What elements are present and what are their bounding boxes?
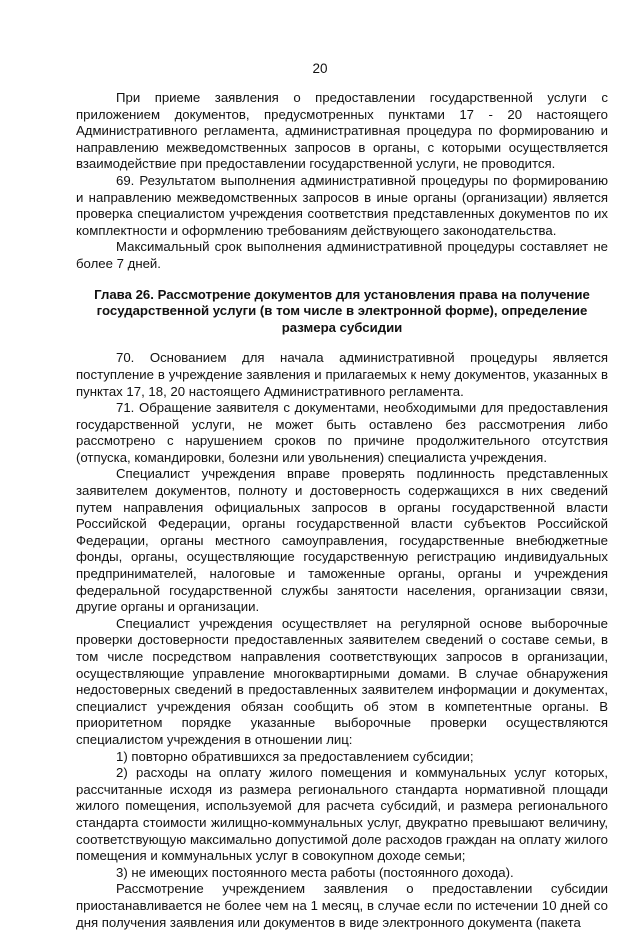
page-number: 20 (312, 61, 328, 76)
paragraph: Максимальный срок выполнения административной процедуры составляет не более 7 дней. (76, 239, 608, 271)
paragraph: 70. Основанием для начала административной процедуры является поступление в учреждение заявления и прилагаемых к нему документов, указанных в пунктах 17, 18, 20 настоящего Административного регламента. (76, 350, 608, 399)
paragraph: Специалист учреждения осуществляет на регулярной основе выборочные проверки достоверности предоставленных заявителем сведений о составе семьи, в том числе посредством направления соответствующих запросов в организации, осуществляющие управление многоквартирными домами. В случае обнаружения недостоверных сведений в предоставленных заявителем информации и документах, специалист учреждения обязан сообщить об этом в компетентные органы. В приоритетном порядке указанные выборочные проверки осуществляются специалистом учреждения в отношении лиц: (76, 615, 608, 747)
paragraph: 71. Обращение заявителя с документами, необходимыми для предоставления государственной услуги, не может быть оставлено без рассмотрения либо рассмотрено с нарушением сроков по причине продолжительного отсутствия (отпуска, командировки, болезни или увольнения) специалиста учреждения. (76, 400, 608, 465)
document-body (76, 90, 608, 931)
paragraph: 69. Результатом выполнения административной процедуры по формированию и направлению межведомственных запросов в иные органы (организации) является проверка специалистом учреждения соответствия представленных документов по их комплектности и оформлению требованиям действующего законодательства. (76, 172, 608, 238)
paragraph: Рассмотрение учреждением заявления о предоставлении субсидии приостанавливается не более чем на 1 месяц, в случае если по истечении 10 дней со дня получения заявления или документов в виде электронного документа (пакета (76, 881, 608, 930)
paragraph: Специалист учреждения вправе проверять подлинность представленных заявителем документов, полноту и достоверность содержащихся в них сведений путем направления официальных запросов в органы государственной власти Российской Федерации, органы государственной власти субъектов Российской Федерации, органы местного самоуправления, государственные внебюджетные фонды, органы, осуществляющие государственную регистрацию индивидуальных предпринимателей, налоговые и таможенные органы, органы и учреждения федеральной государственной службы занятости населения, организации связи, другие органы и организации. (76, 466, 608, 615)
list-item: 2) расходы на оплату жилого помещения и коммунальных услуг которых, рассчитанные исходя из размера регионального стандарта нормативной площади жилого помещения, используемой для расчета субсидий, и размера регионального стандарта стоимости жилищно-коммунальных услуг, двукратно превышают величину, соответствующую максимально допустимой доле расходов граждан на оплату жилого помещения и коммунальных услуг в совокупном доходе семьи; (76, 765, 608, 864)
list-item: 1) повторно обратившихся за предоставлением субсидии; (116, 748, 474, 764)
paragraph: При приеме заявления о предоставлении государственной услуги с приложением документов, предусмотренных пунктами 17 - 20 настоящего Административного регламента, административная процедура по формированию и направлению межведомственных запросов в органы, с которыми осуществляется взаимодействие при предоставлении государственной услуги, не проводится. (76, 90, 608, 172)
chapter-heading: Глава 26. Рассмотрение документов для установления права на получение государственной услуги (в том числе в электронной форме), определение размера субсидии (94, 286, 590, 335)
list-item: 3) не имеющих постоянного места работы (постоянного дохода). (116, 864, 514, 880)
